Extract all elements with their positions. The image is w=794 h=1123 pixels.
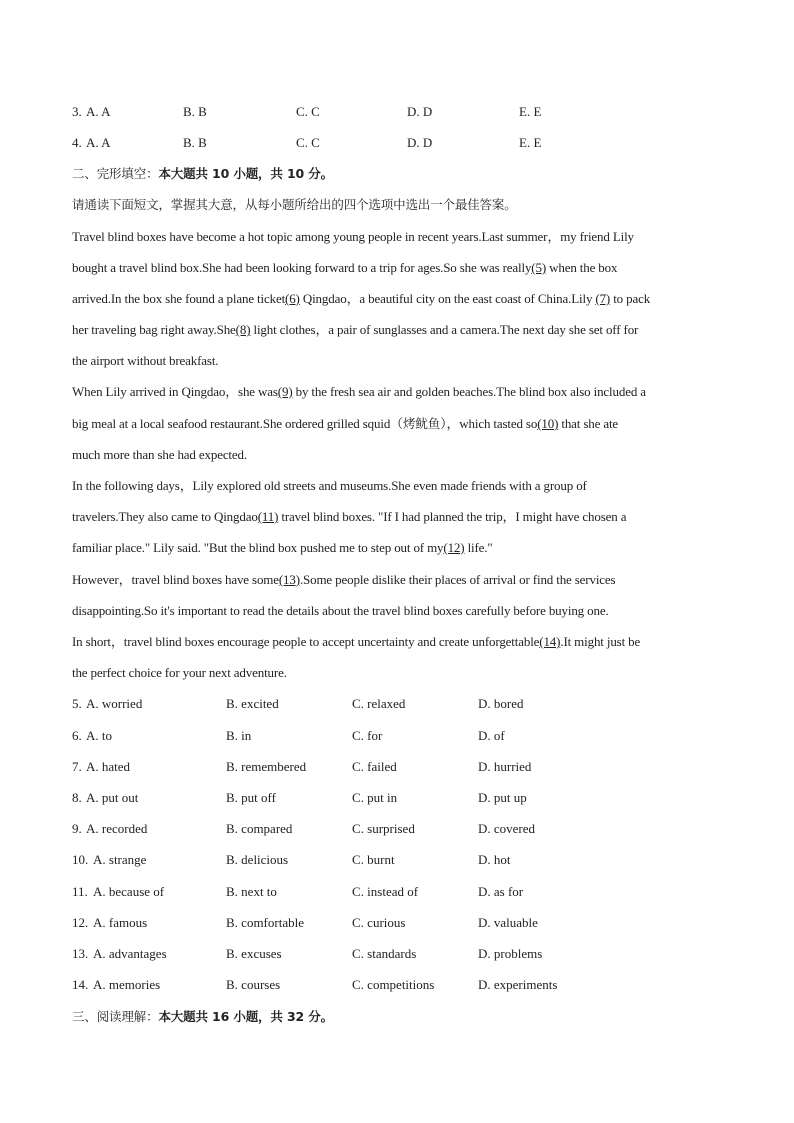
question-row-4 (72, 134, 722, 152)
passage-text: big meal at a local seafood restaurant.She ordered grilled squid（ (72, 416, 404, 431)
question-number: 3. (72, 104, 82, 119)
option-a: A. famous (93, 915, 148, 930)
question-row-13 (72, 945, 722, 963)
question-number: 9. (72, 821, 82, 836)
option-d: D. bored (478, 696, 524, 711)
option-b: B. next to (226, 884, 277, 899)
option-b: B. put off (226, 790, 276, 805)
question-row-3 (72, 103, 722, 121)
blank-13: (13) (278, 572, 300, 587)
option-b: B. in (226, 728, 252, 743)
option-a: A. because of (93, 884, 165, 899)
question-number: 13. (72, 946, 89, 961)
option-a: A. to (86, 728, 112, 743)
passage-line (72, 290, 650, 308)
option-d: D. hurried (478, 759, 532, 774)
question-row-9 (72, 820, 722, 838)
passage-line (72, 415, 618, 433)
blank-11: (11) (257, 509, 279, 524)
option-c: C. for (352, 728, 383, 743)
section-heading-cloze (72, 165, 333, 183)
passage-text: travel blind boxes. "If I had planned the trip，I might have chosen a (278, 509, 627, 524)
passage-text: when the box (546, 260, 618, 275)
option-a: A. put out (86, 790, 139, 805)
option-c: C. instead of (352, 884, 419, 899)
passage-line: much more than she had expected. (72, 447, 247, 462)
option-c: C. C (296, 104, 320, 119)
blank-5: (5) (531, 260, 547, 275)
passage-line: Travel blind boxes have become a hot topic among young people in recent years.Last summer，my friend Lily (72, 229, 634, 244)
passage-line (72, 259, 617, 277)
option-c: C. relaxed (352, 696, 406, 711)
option-d: D. covered (478, 821, 536, 836)
question-number: 5. (72, 696, 82, 711)
option-d: D. put up (478, 790, 527, 805)
passage-text: bought a travel blind box.She had been looking forward to a trip for ages.So she was really (72, 260, 532, 275)
option-b: B. excuses (226, 946, 282, 961)
option-d: D. hot (478, 852, 511, 867)
option-a: A. advantages (93, 946, 167, 961)
question-number: 14. (72, 977, 89, 992)
passage-text: her traveling bag right away.She (72, 322, 236, 337)
option-a: A. recorded (86, 821, 148, 836)
question-row-14 (72, 976, 722, 994)
passage-text: ），which tasted so (440, 416, 538, 431)
passage-chinese-gloss: 烤鱿鱼 (403, 416, 441, 431)
passage-line: the perfect choice for your next adventure. (72, 665, 287, 680)
passage-text: to pack (610, 291, 651, 306)
option-e: E. E (519, 135, 542, 150)
question-row-7 (72, 758, 722, 776)
passage-text: When Lily arrived in Qingdao，she was (72, 384, 278, 399)
passage-line: the airport without breakfast. (72, 353, 219, 368)
option-c: C. curious (352, 915, 406, 930)
option-c: C. burnt (352, 852, 395, 867)
option-c: C. C (296, 135, 320, 150)
option-a: A. A (86, 135, 111, 150)
question-row-12 (72, 914, 722, 932)
passage-text: that she ate (558, 416, 619, 431)
option-e: E. E (519, 104, 542, 119)
option-b: B. courses (226, 977, 281, 992)
question-number: 4. (72, 135, 82, 150)
section-prefix: 三、阅读理解： (72, 1009, 159, 1024)
blank-10: (10) (537, 416, 559, 431)
option-d: D. problems (478, 946, 543, 961)
question-row-6 (72, 727, 722, 745)
option-d: D. of (478, 728, 505, 743)
option-b: B. comfortable (226, 915, 304, 930)
passage-text: familiar place." Lily said. "But the blind box pushed me to step out of my (72, 540, 444, 555)
passage-text: by the fresh sea air and golden beaches.The blind box also included a (292, 384, 646, 399)
section-title: 本大题共 10 小题，共 10 分。 (158, 166, 333, 181)
option-b: B. B (183, 135, 207, 150)
option-a: A. strange (93, 852, 147, 867)
blank-7: (7) (595, 291, 611, 306)
question-row-5 (72, 695, 722, 713)
blank-9: (9) (277, 384, 293, 399)
passage-text: travelers.They also came to Qingdao (72, 509, 258, 524)
option-b: B. delicious (226, 852, 289, 867)
option-b: B. excited (226, 696, 279, 711)
question-row-10 (72, 851, 722, 869)
question-number: 6. (72, 728, 82, 743)
option-d: D. D (407, 135, 433, 150)
passage-text: .Some people dislike their places of arrival or find the services (299, 572, 616, 587)
option-b: B. remembered (226, 759, 307, 774)
question-number: 7. (72, 759, 82, 774)
question-number: 11. (72, 884, 88, 899)
passage-text: .It might just be (560, 634, 641, 649)
question-number: 12. (72, 915, 89, 930)
option-c: C. surprised (352, 821, 415, 836)
passage-line (72, 321, 638, 339)
section-title: 本大题共 16 小题，共 32 分。 (158, 1009, 333, 1024)
passage-line (72, 633, 640, 651)
option-d: D. experiments (478, 977, 558, 992)
passage-text: Qingdao，a beautiful city on the east coast of China.Lily (299, 291, 596, 306)
blank-12: (12) (443, 540, 465, 555)
passage-line: In the following days，Lily explored old streets and museums.She even made friends with a group of (72, 478, 587, 493)
option-d: D. valuable (478, 915, 538, 930)
option-a: A. hated (86, 759, 131, 774)
passage-line (72, 383, 646, 401)
blank-14: (14) (539, 634, 561, 649)
blank-6: (6) (285, 291, 300, 306)
passage-text: In short，travel blind boxes encourage people to accept uncertainty and create unforgettable (72, 634, 540, 649)
passage-line: disappointing.So it's important to read the details about the travel blind boxes carefully before buying one. (72, 603, 609, 618)
passage-text: life." (464, 540, 493, 555)
section-heading-reading (72, 1008, 333, 1026)
section-instruction: 请通读下面短文，掌握其大意，从每小题所给出的四个选项中选出一个最佳答案。 (72, 197, 517, 212)
section-prefix: 二、完形填空： (72, 166, 159, 181)
option-c: C. competitions (352, 977, 435, 992)
option-c: C. standards (352, 946, 417, 961)
option-b: B. B (183, 104, 207, 119)
passage-line (72, 539, 493, 557)
option-d: D. as for (478, 884, 524, 899)
passage-text: arrived.In the box she found a plane ticket (72, 291, 286, 306)
blank-8: (8) (235, 322, 251, 337)
question-number: 10. (72, 852, 89, 867)
passage-line (72, 508, 626, 526)
passage-text: light clothes，a pair of sunglasses and a camera.The next day she set off for (250, 322, 639, 337)
option-c: C. failed (352, 759, 397, 774)
option-a: A. memories (93, 977, 161, 992)
question-number: 8. (72, 790, 82, 805)
question-row-11 (72, 883, 722, 901)
question-row-8 (72, 789, 722, 807)
option-a: A. A (86, 104, 111, 119)
option-a: A. worried (86, 696, 143, 711)
option-c: C. put in (352, 790, 398, 805)
option-d: D. D (407, 104, 433, 119)
passage-text: However，travel blind boxes have some (72, 572, 279, 587)
option-b: B. compared (226, 821, 293, 836)
passage-line (72, 571, 615, 589)
